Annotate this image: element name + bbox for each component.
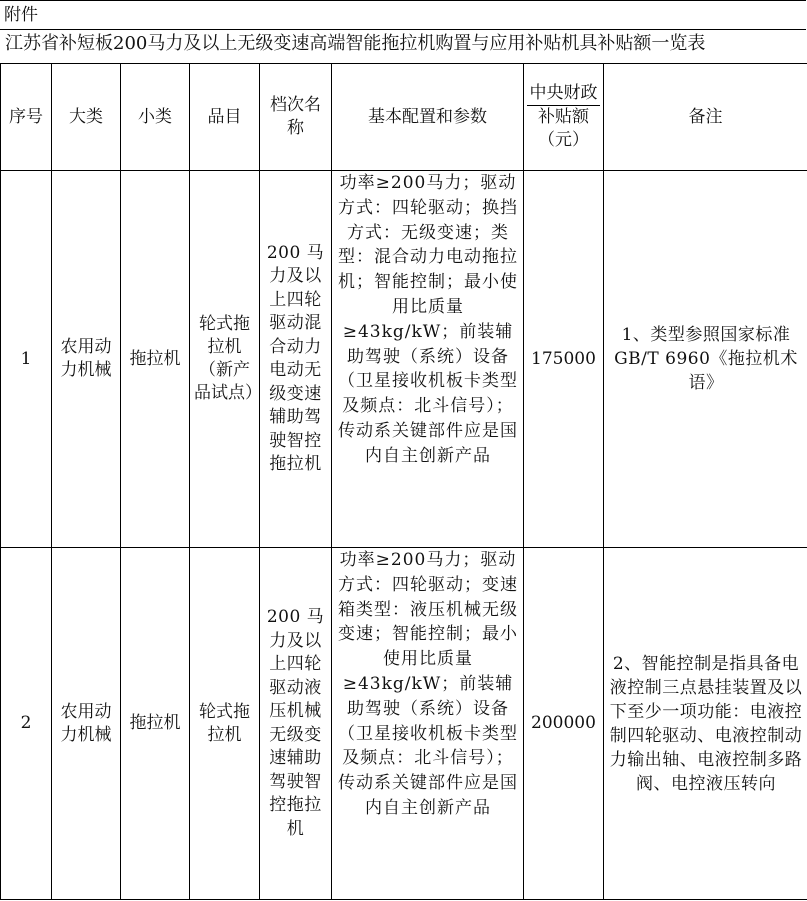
row-subcategory: 拖拉机 — [121, 171, 190, 548]
header-category: 大类 — [52, 64, 121, 171]
row-config: 功率≥200马力；驱动方式：四轮驱动；换挡方式：无级变速；类型：混合动力电动拖拉机；智能控制；最小使用比质量≥43kg/kW；前装辅助驾驶（系统）设备（卫星接收机板卡类型及频点：北斗信号）；传动系关键部件应是国内自主创新产品 — [332, 171, 524, 548]
row-remarks: 1、类型参照国家标准GB/T 6960《拖拉机术语》 — [604, 171, 807, 548]
row-subcategory: 拖拉机 — [121, 548, 190, 900]
top-border — [0, 0, 806, 1]
row-grade-name: 200 马力及以上四轮驱动混合动力电动无级变速辅助驾驶智控拖拉机 — [260, 171, 332, 548]
row-remarks: 2、智能控制是指具备电液控制三点悬挂装置及以下至少一项功能：电液控制四轮驱动、电液控制动力输出轴、电液控制多路阀、电控液压转向 — [604, 548, 807, 900]
header-subcategory: 小类 — [121, 64, 190, 171]
header-subsidy — [524, 64, 604, 171]
title-rule — [0, 29, 806, 30]
header-item: 品目 — [190, 64, 260, 171]
header-subsidy-top: 中央财政 — [529, 83, 598, 103]
table-row — [1, 171, 807, 548]
annex-label: 附件 — [4, 5, 38, 25]
row-seq: 2 — [1, 548, 52, 900]
header-remarks: 备注 — [604, 64, 807, 171]
table-row — [1, 548, 807, 900]
row-item: 轮式拖拉机 — [190, 548, 260, 900]
row-category: 农用动力机械 — [52, 171, 121, 548]
header-row — [1, 64, 807, 171]
document-title: 江苏省补短板200马力及以上无级变速高端智能拖拉机购置与应用补贴机具补贴额一览表 — [5, 33, 706, 54]
row-seq: 1 — [1, 171, 52, 548]
row-subsidy: 200000 — [524, 548, 604, 900]
row-grade-name: 200 马力及以上四轮驱动液压机械无级变速辅助驾驶智控拖拉机 — [260, 548, 332, 900]
header-seq: 序号 — [1, 64, 52, 171]
row-category: 农用动力机械 — [52, 548, 121, 900]
subsidy-table — [0, 63, 807, 900]
row-item: 轮式拖拉机（新产品试点） — [190, 171, 260, 548]
header-grade-name: 档次名称 — [260, 64, 332, 171]
header-config: 基本配置和参数 — [332, 64, 524, 171]
header-subsidy-bottom: 补贴额（元） — [538, 107, 589, 150]
row-subsidy: 175000 — [524, 171, 604, 548]
row-config: 功率≥200马力；驱动方式：四轮驱动；变速箱类型：液压机械无级变速；智能控制；最小使用比质量≥43kg/kW；前装辅助驾驶（系统）设备（卫星接收机板卡类型及频点：北斗信号）；传动系关键部件应是国内自主创新产品 — [332, 548, 524, 900]
